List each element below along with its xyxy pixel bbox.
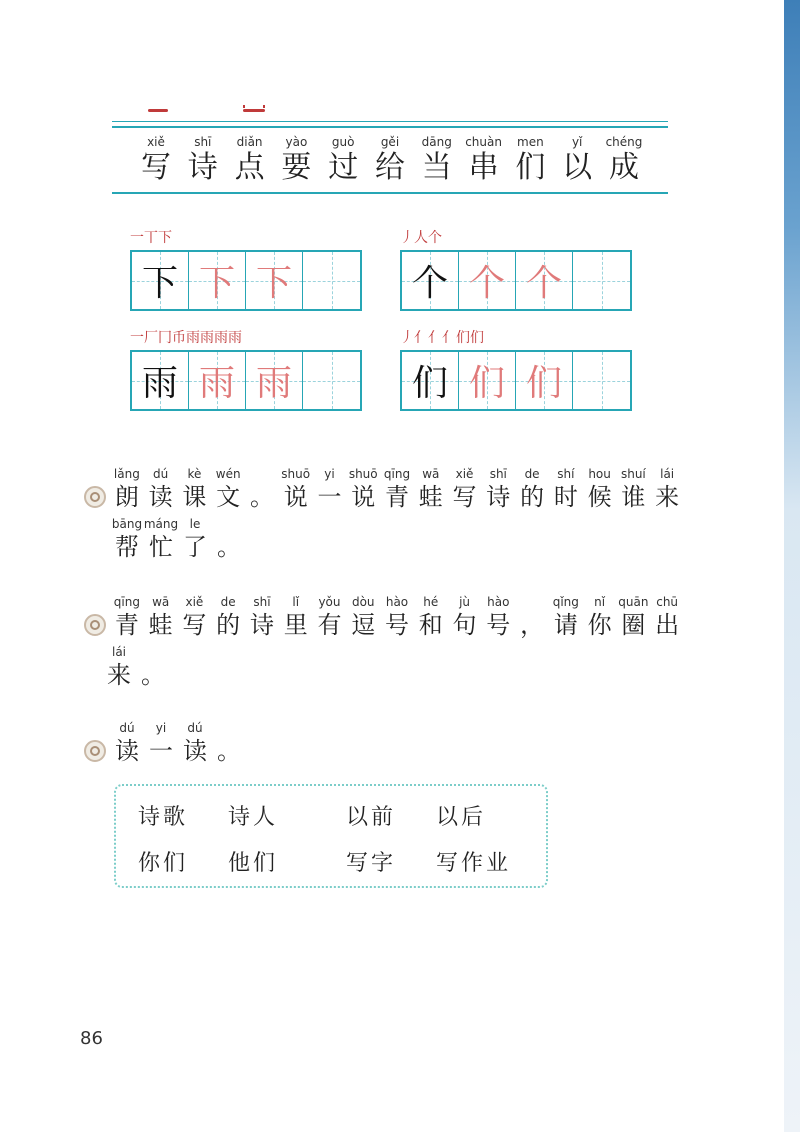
hanzi: 写 [182, 611, 207, 639]
pinyin: guò [331, 135, 355, 149]
pinyin: de [524, 467, 540, 481]
exercise-bullet-icon [84, 740, 106, 762]
hanzi: 朗 [114, 483, 139, 511]
exercise-line [110, 516, 684, 562]
pinyin-char-cell [602, 134, 646, 186]
pinyin: hào [385, 595, 409, 609]
hanzi: 号 [385, 611, 409, 639]
pinyin: wā [422, 467, 440, 481]
hanzi: 青 [385, 483, 409, 511]
exercise-line [102, 644, 684, 690]
grid-cell [459, 352, 516, 409]
grid-cell [246, 252, 303, 309]
stroke-order: 一丅下 [130, 230, 172, 246]
pinyin: xiě [147, 135, 165, 149]
exercise-line [110, 594, 684, 640]
grid-cell [189, 352, 246, 409]
hanzi: 和 [418, 611, 443, 639]
reading-word-box [114, 784, 548, 888]
exercise-2 [84, 594, 684, 690]
pinyin [126, 644, 180, 660]
pinyin: shí [557, 467, 575, 481]
grid-cell-empty[interactable] [573, 352, 630, 409]
stroke-order: 丿亻亻亻们们 [400, 330, 484, 346]
hanzi: 写 [452, 483, 477, 511]
grid-cell [402, 352, 459, 409]
pinyin: le [189, 517, 201, 531]
hanzi: 时 [553, 483, 578, 511]
trace-char: 下 [198, 263, 235, 304]
hanzi: 以 [562, 150, 593, 185]
pinyin: máng [143, 517, 179, 531]
pinyin: qīng [383, 467, 411, 481]
trace-char: 下 [255, 263, 292, 304]
pinyin: chū [656, 595, 679, 609]
pinyin: hào [487, 595, 510, 609]
pinyin-char-cell [508, 134, 552, 186]
pinyin: quān [618, 595, 649, 609]
vocabulary-bar [112, 126, 668, 194]
exercise-3 [84, 720, 684, 766]
grid-cell-empty[interactable] [573, 252, 630, 309]
pinyin: de [220, 595, 236, 609]
word-row-2 [138, 846, 536, 877]
hanzi: 。 [217, 533, 241, 561]
word: 他们 [228, 851, 279, 876]
hanzi: 。 [141, 661, 165, 689]
top-stroke-marks [148, 104, 288, 118]
writing-grid [400, 350, 632, 411]
pinyin: diǎn [236, 135, 263, 149]
pinyin: qīng [113, 595, 140, 609]
hanzi: 一 [149, 737, 173, 765]
hanzi: 课 [182, 483, 207, 511]
page-number: 86 [80, 1028, 103, 1049]
hanzi: 来 [655, 483, 680, 511]
exercise-line [110, 720, 684, 766]
stroke-block-men [400, 328, 632, 411]
pinyin: chuàn [465, 135, 502, 149]
model-char: 们 [411, 363, 448, 404]
grid-cell [459, 252, 516, 309]
stroke-order: 丿人个 [400, 230, 442, 246]
writing-grid [400, 250, 632, 311]
hanzi: 蛙 [418, 483, 443, 511]
hanzi: ， [520, 611, 545, 639]
grid-cell [132, 352, 189, 409]
pinyin-char-cell [134, 134, 178, 186]
pinyin: wā [152, 595, 170, 609]
stroke-mark-1 [148, 109, 168, 112]
hanzi: 读 [148, 483, 173, 511]
pinyin-char-cell [321, 134, 365, 186]
pinyin: chéng [605, 135, 643, 149]
vocabulary-cells [134, 134, 646, 186]
stroke-block-yu [130, 328, 362, 411]
pinyin: dòu [351, 595, 375, 609]
exercise-bullet-icon [84, 614, 106, 636]
pinyin: qǐng [552, 595, 579, 609]
pinyin: yǒu [318, 595, 341, 609]
hanzi: 成 [608, 150, 639, 185]
pinyin: dú [119, 721, 135, 735]
pinyin: hou [588, 467, 611, 481]
word: 诗歌 [138, 805, 189, 830]
pinyin [202, 720, 256, 736]
hanzi: 给 [374, 150, 405, 185]
word-row-1 [138, 800, 536, 831]
hanzi: 圈 [621, 611, 646, 639]
pinyin: yi [155, 721, 167, 735]
hanzi: 了 [183, 533, 207, 561]
grid-cell-empty[interactable] [303, 352, 360, 409]
pinyin-char-cell [650, 594, 684, 640]
hanzi: 。 [249, 483, 274, 511]
pinyin-char-cell [415, 134, 459, 186]
stroke-order: 一厂冂币雨雨雨雨 [130, 330, 242, 346]
hanzi: 请 [553, 611, 578, 639]
pinyin-char-cell [274, 134, 318, 186]
pinyin: shuō [281, 467, 311, 481]
hanzi: 帮 [115, 533, 139, 561]
model-char: 雨 [141, 363, 178, 404]
hanzi: 的 [520, 483, 545, 511]
hanzi: 的 [216, 611, 241, 639]
pinyin-char-cell [462, 134, 506, 186]
hanzi: 诗 [486, 483, 511, 511]
hanzi: 有 [317, 611, 342, 639]
pinyin: wén [215, 467, 241, 481]
model-char: 个 [411, 263, 448, 304]
grid-cell-empty[interactable] [303, 252, 360, 309]
hanzi: 点 [234, 150, 265, 185]
pinyin [202, 516, 256, 532]
exercise-1 [84, 466, 684, 562]
pinyin: jù [459, 595, 471, 609]
word: 写作业 [436, 851, 512, 876]
pinyin: lái [111, 645, 127, 659]
pinyin: lǎng [113, 467, 140, 481]
grid-cell [516, 252, 573, 309]
pinyin: yǐ [571, 135, 583, 149]
pinyin: kè [187, 467, 202, 481]
hanzi: 说 [283, 483, 308, 511]
pinyin: nǐ [594, 595, 606, 609]
hanzi: 们 [515, 150, 546, 185]
hanzi: 蛙 [148, 611, 173, 639]
trace-char: 个 [525, 263, 562, 304]
model-char: 下 [141, 263, 178, 304]
pinyin-char-cell [181, 134, 225, 186]
writing-grid [130, 350, 362, 411]
trace-char: 雨 [255, 363, 292, 404]
pinyin: shī [253, 595, 271, 609]
hanzi: 读 [115, 737, 139, 765]
hanzi: 当 [421, 150, 452, 185]
pinyin: xiě [185, 595, 204, 609]
exercise-bullet-icon [84, 486, 106, 508]
pinyin-char-cell [136, 644, 170, 690]
pinyin: yào [285, 135, 308, 149]
word: 以后 [436, 805, 487, 830]
grid-cell [246, 352, 303, 409]
hanzi: 逗 [351, 611, 376, 639]
stroke-mark-2 [243, 109, 265, 112]
hanzi: 诗 [249, 611, 274, 639]
hanzi: 过 [328, 150, 359, 185]
pinyin: xiě [455, 467, 474, 481]
hanzi: 候 [587, 483, 612, 511]
trace-char: 们 [525, 363, 562, 404]
pinyin: dú [187, 721, 203, 735]
pinyin: shī [489, 467, 507, 481]
hanzi: 一 [317, 483, 342, 511]
grid-cell [402, 252, 459, 309]
pinyin: dāng [421, 135, 452, 149]
pinyin: gěi [380, 135, 400, 149]
hanzi: 青 [114, 611, 139, 639]
hanzi: 串 [468, 150, 499, 185]
pinyin: shuí [620, 467, 646, 481]
trace-char: 雨 [198, 363, 235, 404]
pinyin: hé [423, 595, 439, 609]
word: 以前 [346, 805, 397, 830]
pinyin-char-cell [650, 466, 684, 512]
hanzi: 要 [281, 150, 312, 185]
pinyin-char-cell [368, 134, 412, 186]
hanzi: 句 [452, 611, 477, 639]
hanzi: 你 [587, 611, 612, 639]
pinyin-char-cell [212, 516, 246, 562]
hanzi: 谁 [621, 483, 646, 511]
exercise-line [110, 466, 684, 512]
pinyin-char-cell [212, 720, 246, 766]
pinyin: shuō [348, 467, 378, 481]
pinyin: shī [194, 135, 212, 149]
word: 你们 [138, 851, 189, 876]
hanzi: 说 [351, 483, 376, 511]
pinyin: lǐ [292, 595, 300, 609]
hanzi: 文 [216, 483, 241, 511]
stroke-block-ge [400, 228, 632, 311]
hanzi: 里 [283, 611, 308, 639]
writing-grid [130, 250, 362, 311]
grid-cell [189, 252, 246, 309]
hanzi: 忙 [149, 533, 173, 561]
hanzi: 写 [141, 150, 171, 185]
trace-char: 们 [468, 363, 505, 404]
pinyin: dú [153, 467, 169, 481]
trace-char: 个 [468, 263, 505, 304]
hanzi: 出 [655, 611, 680, 639]
page-edge-band [784, 0, 800, 1132]
word: 诗人 [228, 805, 279, 830]
pinyin-char-cell [555, 134, 599, 186]
word: 写字 [346, 851, 397, 876]
pinyin: lái [660, 467, 675, 481]
hanzi: 号 [486, 611, 511, 639]
grid-cell [132, 252, 189, 309]
hanzi: 来 [107, 661, 131, 689]
hanzi: 诗 [187, 150, 218, 185]
pinyin-char-cell [228, 134, 272, 186]
pinyin: yi [324, 467, 335, 481]
stroke-block-xia [130, 228, 362, 311]
hanzi: 读 [183, 737, 207, 765]
pinyin: bāng [111, 517, 143, 531]
pinyin: men [517, 135, 544, 149]
grid-cell [516, 352, 573, 409]
hanzi: 。 [217, 737, 241, 765]
